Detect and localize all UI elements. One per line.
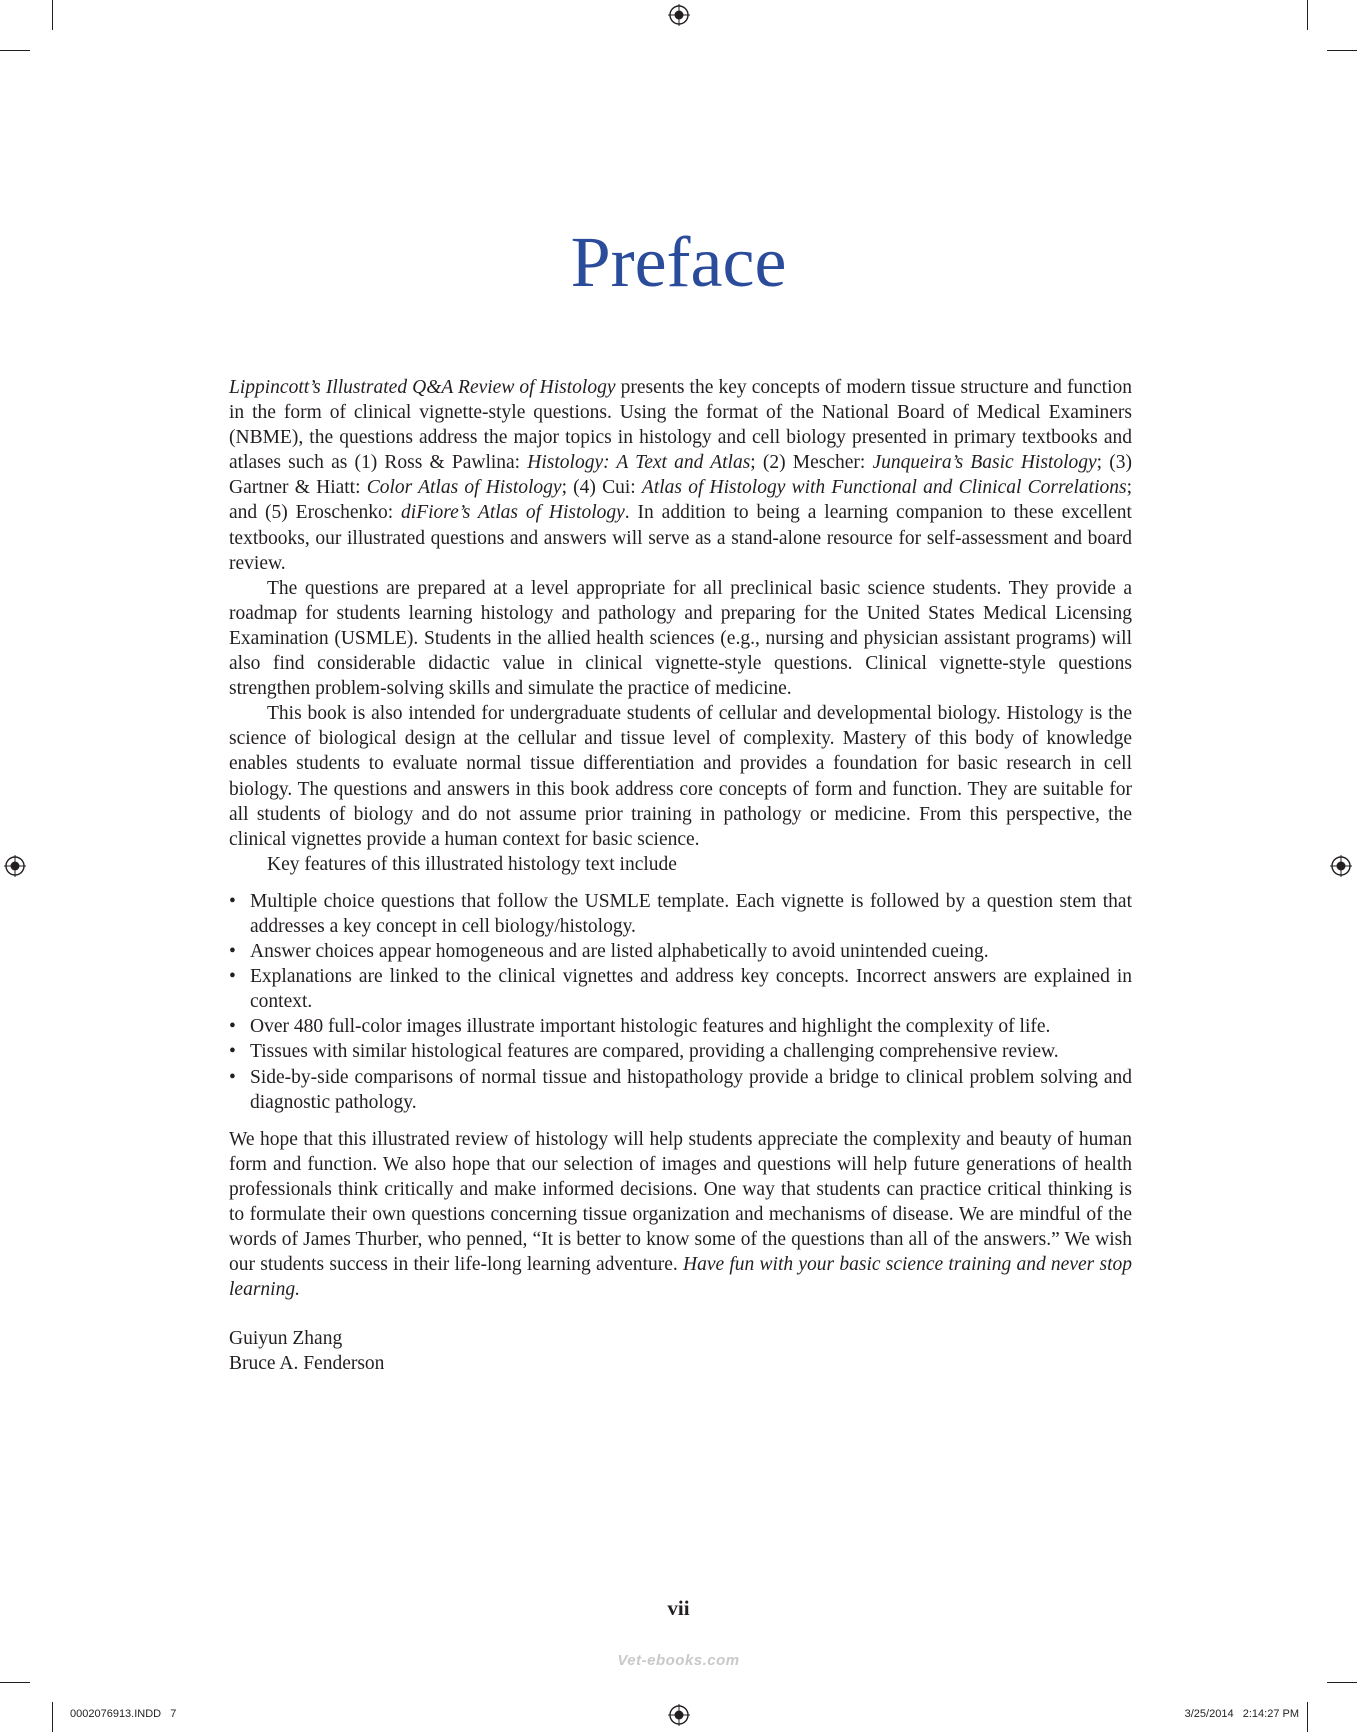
text-run: The questions are prepared at a level appropriate for all preclinical basic science students. They provide a roadmap for students learning histology and pathology and preparing for the United States Medical Licensing Examination (USMLE). Students in the allied health sciences (e.g., nursing and physician assistant programs) will also find considerable didactic value in clinical vignette-style questions. Clinical vignette-style questions strengthen problem-solving skills and simulate the practice of medicine. bbox=[229, 577, 1132, 700]
list-item-text: Answer choices appear homogeneous and are listed alphabetically to avoid unintended cueing. bbox=[250, 941, 989, 963]
registration-mark-icon bbox=[1330, 855, 1352, 877]
watermark-logo: Vet-ebooks.com bbox=[617, 1652, 740, 1669]
paragraph bbox=[229, 375, 1132, 576]
text-run: presents the key concepts of modern tissue structure and function in the form of clinical vignette-style questions. Using the format of the National Board of Medical Examiners (NBME), the questions address the major topics in histology and cell biology presented in primary textbooks and atlases such as (1) Ross & Pawlina: bbox=[229, 377, 1132, 474]
italic-text: Have fun with your basic science training and never stop learning. bbox=[229, 1254, 1132, 1301]
crop-mark bbox=[1327, 1682, 1357, 1683]
text-run: ; (4) Cui: bbox=[561, 477, 642, 499]
bullet-icon: • bbox=[229, 966, 236, 988]
italic-text: Lippincott’s Illustrated Q&A Review of Histology bbox=[229, 377, 616, 398]
registration-mark-icon bbox=[668, 1704, 690, 1726]
text-run: ; and (5) Eroschenko: bbox=[229, 477, 1132, 524]
text-run: This book is also intended for undergraduate students of cellular and developmental biology. Histology is the science of biological design at the cellular and tissue level of complexity. Mastery of this body of knowledge enables students to evaluate normal tissue differentiation and provides a foundation for basic research in cell biology. The questions and answers in this book address core concepts of form and function. They are suitable for all students of biology and do not assume prior training in pathology or medicine. From this perspective, the clinical vignettes provide a human context for basic science. bbox=[229, 703, 1132, 850]
list-item-text: Side-by-side comparisons of normal tissue and histopathology provide a bridge to clinical problem solving and diagnostic pathology. bbox=[250, 1066, 1132, 1113]
preface-body bbox=[229, 375, 1132, 1377]
author-signature bbox=[229, 1326, 1132, 1376]
text-run: . In addition to being a learning companion to these excellent textbooks, our illustrated questions and answers will serve as a stand-alone resource for self-assessment and board review. bbox=[229, 502, 1132, 574]
key-features-list bbox=[229, 889, 1132, 1115]
text-run: ; (3) Gartner & Hiatt: bbox=[229, 452, 1133, 499]
slug-timestamp: 3/25/2014 2:14:27 PM bbox=[1184, 1708, 1299, 1720]
list-item bbox=[229, 1014, 1132, 1039]
list-item bbox=[229, 964, 1132, 1014]
italic-text: Histology: A Text and Atlas bbox=[527, 452, 751, 474]
crop-mark bbox=[1307, 0, 1308, 30]
italic-text: Color Atlas of Histology bbox=[366, 477, 562, 499]
crop-mark bbox=[0, 50, 30, 51]
list-item bbox=[229, 889, 1132, 939]
slug-file-name: 0002076913.INDD 7 bbox=[70, 1708, 177, 1720]
crop-mark bbox=[52, 1702, 53, 1732]
author-name: Bruce A. Fenderson bbox=[229, 1353, 385, 1375]
registration-mark-icon bbox=[668, 4, 690, 26]
text-run: We hope that this illustrated review of histology will help students appreciate the complexity and beauty of human form and function. We also hope that our selection of images and questions will help future generations of health professionals think critically and make informed decisions. One way that students can practice critical thinking is to formulate their own questions concerning tissue organization and mechanisms of disease. We are mindful of the words of James Thurber, who penned, “It is better to know some of the questions than all of the answers.” We wish our students success in their life-long learning adventure. bbox=[229, 1128, 1132, 1276]
crop-mark bbox=[1307, 1702, 1308, 1732]
italic-text: Junqueira’s Basic Histology bbox=[872, 452, 1097, 474]
list-item-text: Over 480 full-color images illustrate important histologic features and highlight the complexity of life. bbox=[250, 1016, 1051, 1038]
crop-mark bbox=[0, 1682, 30, 1683]
registration-mark-icon bbox=[4, 855, 26, 877]
bullet-icon: • bbox=[229, 1066, 236, 1088]
text-run: ; (2) Mescher: bbox=[750, 452, 873, 474]
author-name: Guiyun Zhang bbox=[229, 1328, 343, 1350]
text-run: Key features of this illustrated histology text include bbox=[267, 853, 677, 875]
list-item bbox=[229, 939, 1132, 964]
list-item-text: Explanations are linked to the clinical vignettes and address key concepts. Incorrect answers are explained in context. bbox=[250, 966, 1132, 1013]
paragraph bbox=[229, 852, 1132, 877]
italic-text: diFiore’s Atlas of Histology bbox=[401, 502, 625, 524]
list-item bbox=[229, 1065, 1132, 1115]
italic-text: Atlas of Histology with Functional and Clinical Correlations bbox=[641, 477, 1127, 499]
list-item-text: Multiple choice questions that follow the USMLE template. Each vignette is followed by a question stem that addresses a key concept in cell biology/histology. bbox=[250, 890, 1132, 937]
bullet-icon: • bbox=[229, 890, 236, 912]
paragraph bbox=[229, 701, 1132, 852]
bullet-icon: • bbox=[229, 941, 236, 963]
list-item bbox=[229, 1039, 1132, 1064]
bullet-icon: • bbox=[229, 1016, 236, 1038]
list-item-text: Tissues with similar histological features are compared, providing a challenging comprehensive review. bbox=[250, 1041, 1059, 1063]
crop-mark bbox=[52, 0, 53, 30]
page-number: vii bbox=[667, 1596, 690, 1620]
page-title: Preface bbox=[570, 222, 787, 302]
paragraph bbox=[229, 576, 1132, 701]
closing-paragraph bbox=[229, 1127, 1132, 1303]
crop-mark bbox=[1327, 50, 1357, 51]
bullet-icon: • bbox=[229, 1041, 236, 1063]
